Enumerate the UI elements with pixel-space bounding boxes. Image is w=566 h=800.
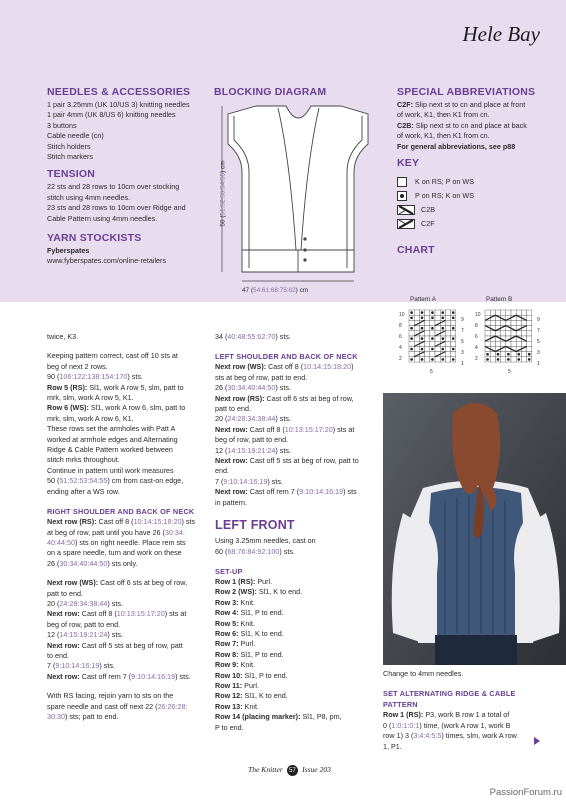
purl-dot bbox=[431, 337, 434, 340]
blocking-diagram bbox=[216, 100, 381, 300]
purl-dot bbox=[410, 358, 413, 361]
chart-cell bbox=[485, 331, 490, 336]
left-front-heading: LEFT FRONT bbox=[215, 518, 295, 533]
chart-cell bbox=[451, 331, 456, 336]
tension-line: stitch using 4mm needles. bbox=[47, 192, 131, 202]
purl-dot bbox=[507, 353, 510, 356]
chart-cell bbox=[435, 357, 440, 362]
chart-cell bbox=[414, 315, 419, 320]
chart-cell bbox=[495, 341, 500, 346]
key-item: K on RS; P on WS bbox=[397, 175, 557, 189]
purl-dot bbox=[410, 348, 413, 351]
chart-cell bbox=[430, 320, 435, 325]
chart-cell bbox=[425, 346, 430, 351]
abbrev-heading: SPECIAL ABBREVIATIONS bbox=[397, 86, 536, 98]
setup-row: Row 9: Knit. bbox=[215, 660, 255, 670]
tension-line: Cable Pattern using 4mm needles. bbox=[47, 213, 158, 223]
purl-dot bbox=[421, 327, 424, 330]
purl-dot bbox=[452, 327, 455, 330]
purl-dot bbox=[410, 317, 413, 320]
chart-cell bbox=[414, 357, 419, 362]
key-heading: KEY bbox=[397, 157, 420, 170]
knit-swatch-icon bbox=[397, 177, 407, 187]
chart-cell bbox=[516, 341, 521, 346]
chart-cell bbox=[425, 331, 430, 336]
chart-cell bbox=[485, 341, 490, 346]
chart-cell bbox=[506, 310, 511, 315]
purl-dot bbox=[421, 311, 424, 314]
chart-cell bbox=[445, 315, 450, 320]
purl-dot bbox=[452, 358, 455, 361]
purl-dot bbox=[497, 353, 500, 356]
chart-cell bbox=[435, 315, 440, 320]
chart-cell bbox=[516, 310, 521, 315]
general-abbrev: For general abbreviations, see p88 bbox=[397, 141, 516, 151]
chart-cell bbox=[409, 320, 414, 325]
needles-line: 1 pair 3.25mm (UK 10/US 3) knitting needles bbox=[47, 100, 190, 109]
model-photo bbox=[383, 393, 566, 665]
column-1: twice, K3. Keeping pattern correct, cast off 10 sts at beg of next 2 rows. 90 (106:122:138:154:170) sts. Row 5 (RS): Sl1, work A row 5, slm, patt to mrk, slm, work A row 5, K1. Row 6 (WS): Sl1, work A row 6, slm, patt to mrk, slm, work A row 6, K1. These rows set the armholes with Patt A worked at armhole edges and Alternating Ridge & Cable Pattern worked between stitch mrks throughout. Continue in pattern until work measures 50 (51:52:53:54:55) cm from cast-on edge, ending after a WS row. RIGHT SHOULDER AND BACK OF NECK Next row (RS): Cast off 8 (10:14:15:18:20) sts at beg of row, patt until you have 26 (30:34: 40:44:50) sts on right needle. Place rem sts on a spare needle, turn and work on these 26 (30:34:40:44:50) sts only. Next row (WS): Cast off 6 sts at beg of row, patt to end. 20 (24:28:34:38:44) sts. Next row: Cast off 8 (10:13:15:17:20) sts at beg of row, patt to end. 12 (14:15:19:21:24) sts. Next row: Cast off 5 sts at beg of row, patt to end. 7 (9:10:14:16:19) sts. Next row: Cast off rem 7 (9:10:14:16:19) sts. With RS facing, rejoin yarn to sts on the spare needle and cast off next 22 (26:26:28: 30:30) sts; patt to end. bbox=[47, 332, 212, 722]
chart-cell bbox=[501, 357, 506, 362]
watermark: PassionForum.ru bbox=[489, 787, 562, 798]
chart-cell bbox=[506, 320, 511, 325]
chart-cell bbox=[435, 336, 440, 341]
chart-cell bbox=[425, 336, 430, 341]
chart-cell bbox=[527, 310, 532, 315]
chart-cell bbox=[490, 331, 495, 336]
chart-cell bbox=[527, 315, 532, 320]
chart-cell bbox=[490, 341, 495, 346]
purl-dot bbox=[452, 317, 455, 320]
chart-cell bbox=[425, 326, 430, 331]
chart-cell bbox=[435, 310, 440, 315]
purl-dot bbox=[528, 353, 531, 356]
setup-row: Row 4: Sl1, P to end. bbox=[215, 608, 284, 618]
purl-dot bbox=[518, 358, 521, 361]
left-shoulder-heading: LEFT SHOULDER AND BACK OF NECK bbox=[215, 352, 358, 362]
chart-cell bbox=[527, 331, 532, 336]
chart-cell bbox=[501, 320, 506, 325]
purl-dot bbox=[421, 317, 424, 320]
column-2: 34 (40:48:55:62:70) sts. LEFT SHOULDER AND BACK OF NECK Next row (WS): Cast off 8 (10:14:15:18:20) sts at beg of row, patt to end. 26 (30:34:40:44:50) sts. Next row (RS): Cast off 6 sts at beg of row, patt to end. 20 (24:28:34:38:44) sts. Next row: Cast off 8 (10:13:15:17:20) sts at beg of row, patt to end. 12 (14:15:19:21:24) sts. Next row: Cast off 5 sts at beg of row, patt to end. 7 (9:10:14:16:19) sts. Next row: Cast off rem 7 (9:10:14:16:19) sts in pattern. LEFT FRONT Using 3.25mm needles, cast on 60 (68:76:84:92:100) sts. SET-UP Row 1 (RS): Purl. Row 2 (WS): Sl1, K to end. Row 3: Knit. Row 4: Sl1, P to end. Row 5: Knit. Row 6: Sl1, K to end. Row 7: Purl. Row 8: Sl1, P to end. Row 9: Knit. Row 10: Sl1, P to end. Row 11: Purl. Row 12: Sl1, K to end. Row 13: Knit. Row 14 (placing marker): Sl1, P8, pm, P to end. bbox=[215, 332, 380, 733]
button-dot bbox=[303, 258, 306, 261]
height-label: 50 (51:52:53:54:55) cm bbox=[219, 160, 227, 227]
purl-dot bbox=[497, 358, 500, 361]
chart-cell bbox=[409, 352, 414, 357]
chart-cell bbox=[425, 352, 430, 357]
yarn-url[interactable]: www.fyberspates.com/online-retailers bbox=[47, 256, 167, 266]
purl-dot bbox=[421, 358, 424, 361]
chart-cell bbox=[445, 357, 450, 362]
purl-dot bbox=[486, 358, 489, 361]
purl-dot bbox=[442, 317, 445, 320]
chart-cell bbox=[425, 310, 430, 315]
chart-cell bbox=[445, 331, 450, 336]
chart-cell bbox=[425, 315, 430, 320]
tension-heading: TENSION bbox=[47, 168, 96, 181]
setup-row: Row 1 (RS): Purl. bbox=[215, 576, 273, 586]
purl-dot bbox=[507, 358, 510, 361]
chart-cell bbox=[430, 341, 435, 346]
chart-cell bbox=[527, 336, 532, 341]
tension-line: 22 sts and 28 rows to 10cm over stocking bbox=[47, 182, 180, 192]
chart-cell bbox=[506, 331, 511, 336]
chart-cell bbox=[414, 336, 419, 341]
chart-cell bbox=[414, 346, 419, 351]
pattern-a-chart bbox=[408, 309, 458, 365]
chart-cell bbox=[445, 320, 450, 325]
pattern-b-chart bbox=[484, 309, 534, 365]
chart-cell bbox=[425, 341, 430, 346]
setup-row: Row 5: Knit. bbox=[215, 618, 255, 628]
chart-cell bbox=[521, 310, 526, 315]
purl-dot bbox=[431, 348, 434, 351]
chart-cell bbox=[451, 320, 456, 325]
page-number: 57 bbox=[287, 765, 298, 776]
right-shoulder-heading: RIGHT SHOULDER AND BACK OF NECK bbox=[47, 507, 195, 517]
setup-row: Row 2 (WS): Sl1, K to end. bbox=[215, 587, 303, 597]
chart-cell bbox=[521, 320, 526, 325]
button-dot bbox=[303, 248, 306, 251]
chart-cell bbox=[511, 352, 516, 357]
pattern-b-left-rows: 10 8 6 4 2 bbox=[475, 312, 481, 362]
key-item: P on RS; K on WS bbox=[397, 189, 557, 203]
setup-row: Row 13: Knit. bbox=[215, 701, 259, 711]
chart-cell bbox=[527, 326, 532, 331]
chart-cell bbox=[511, 331, 516, 336]
pattern-a-label: Pattern A bbox=[410, 296, 436, 303]
purl-dot bbox=[442, 348, 445, 351]
footer: The Knitter 57 Issue 203 bbox=[248, 765, 331, 774]
pattern-a-right-rows: 9 7 5 3 1 bbox=[461, 317, 464, 367]
c2b-swatch-icon bbox=[397, 205, 415, 215]
setup-row: Row 10: Sl1, P to end. bbox=[215, 670, 288, 680]
pattern-a-bottom: 5 bbox=[430, 369, 433, 375]
chart-cell bbox=[527, 346, 532, 351]
setup-row: Row 3: Knit. bbox=[215, 597, 255, 607]
key-item: C2B bbox=[397, 203, 557, 217]
purl-dot bbox=[442, 337, 445, 340]
pattern-b-label: Pattern B bbox=[486, 296, 513, 303]
setup-rows bbox=[215, 577, 380, 712]
chart-cell bbox=[511, 310, 516, 315]
chart-cell bbox=[445, 336, 450, 341]
setup-row: Row 7: Purl. bbox=[215, 639, 256, 649]
pattern-b-bottom: 5 bbox=[508, 369, 511, 375]
yarn-heading: YARN STOCKISTS bbox=[47, 232, 142, 245]
chart-cell bbox=[445, 352, 450, 357]
continue-arrow-icon bbox=[534, 737, 540, 745]
abbrev-section: SPECIAL ABBREVIATIONS C2F: Slip next st to cn and place at front of work, K1, then K1 from cn. C2B: Slip next st to cn and place at back of work, K1, then K1 from cn. For general abbreviations, see p88 KEY K on RS; P on WS P on RS; K on WS C2B C2F CHART bbox=[397, 86, 557, 258]
chart-cell bbox=[430, 352, 435, 357]
chart-cell bbox=[501, 331, 506, 336]
chart-cell bbox=[511, 341, 516, 346]
chart-cell bbox=[490, 320, 495, 325]
chart-cell bbox=[451, 341, 456, 346]
purl-dot bbox=[528, 358, 531, 361]
chart-cell bbox=[485, 310, 490, 315]
purl-dot bbox=[452, 348, 455, 351]
purl-dot bbox=[410, 337, 413, 340]
needles-heading: NEEDLES & ACCESSORIES bbox=[47, 86, 191, 98]
c2f-swatch-icon bbox=[397, 219, 415, 229]
setup-heading: SET-UP bbox=[215, 566, 243, 576]
purl-dot bbox=[410, 327, 413, 330]
page-title: Hele Bay bbox=[462, 22, 540, 46]
purl-dot bbox=[452, 337, 455, 340]
purl-dot bbox=[518, 353, 521, 356]
blocking-heading: BLOCKING DIAGRAM bbox=[214, 86, 327, 98]
chart-cell bbox=[490, 310, 495, 315]
chart-cell bbox=[521, 341, 526, 346]
purl-dot bbox=[431, 311, 434, 314]
chart-cell bbox=[451, 352, 456, 357]
purl-dot bbox=[431, 327, 434, 330]
chart-cell bbox=[521, 352, 526, 357]
purl-dot bbox=[452, 311, 455, 314]
purl-dot bbox=[431, 317, 434, 320]
purl-dot bbox=[421, 348, 424, 351]
chart-cell bbox=[435, 326, 440, 331]
chart-cell bbox=[516, 320, 521, 325]
chart-cell bbox=[501, 341, 506, 346]
chart-cell bbox=[490, 352, 495, 357]
purl-swatch-icon bbox=[397, 191, 407, 201]
chart-cell bbox=[501, 310, 506, 315]
chart-cell bbox=[511, 320, 516, 325]
button-dot bbox=[303, 237, 306, 240]
chart-cell bbox=[495, 310, 500, 315]
chart-cell bbox=[506, 341, 511, 346]
key-item: C2F bbox=[397, 217, 557, 231]
needles-line: 1 pair 4mm (UK 8/US 6) knitting needles bbox=[47, 110, 176, 120]
chart-cell bbox=[495, 320, 500, 325]
chart-cell bbox=[511, 357, 516, 362]
purl-dot bbox=[442, 327, 445, 330]
chart-cell bbox=[527, 320, 532, 325]
chart-cell bbox=[501, 352, 506, 357]
column-3: Change to 4mm needles. SET ALTERNATING RIDGE & CABLE PATTERN Row 1 (RS): P3, work B row 1 a total of 0 (1:0:1:0:1) time, (work A row 1, work B row 1) 3 (3:4:4:5:5) times, slm, work A row 1, P1. bbox=[383, 669, 543, 752]
chart-cell bbox=[445, 310, 450, 315]
purl-dot bbox=[410, 311, 413, 314]
chart-cell bbox=[521, 357, 526, 362]
chart-cell bbox=[445, 341, 450, 346]
needles-section bbox=[47, 86, 207, 267]
chart-cell bbox=[445, 346, 450, 351]
chart-heading: CHART bbox=[397, 244, 435, 257]
yarn-brand: Fyberspates bbox=[47, 246, 90, 256]
chart-cell bbox=[445, 326, 450, 331]
chart-cell bbox=[527, 341, 532, 346]
purl-dot bbox=[486, 353, 489, 356]
setup-row: Row 8: Sl1, P to end. bbox=[215, 649, 284, 659]
purl-dot bbox=[442, 358, 445, 361]
needles-line: 3 buttons bbox=[47, 120, 77, 130]
setup-row: Row 12: Sl1, K to end. bbox=[215, 691, 288, 701]
width-label: 47 (54:61:68:75:82) cm bbox=[242, 287, 309, 294]
chart-cell bbox=[414, 326, 419, 331]
chart-cell bbox=[425, 320, 430, 325]
blocking-section bbox=[214, 86, 384, 100]
purl-dot bbox=[421, 337, 424, 340]
tension-line: 23 sts and 28 rows to 10cm over Ridge and bbox=[47, 203, 186, 213]
chart-cell bbox=[485, 320, 490, 325]
purl-dot bbox=[442, 311, 445, 314]
chart-cell bbox=[516, 331, 521, 336]
chart-cell bbox=[414, 310, 419, 315]
pattern-b-right-rows: 9 7 5 3 1 bbox=[537, 317, 540, 367]
set-pattern-heading: SET ALTERNATING RIDGE & CABLE PATTERN bbox=[383, 689, 516, 710]
setup-row: Row 6: Sl1, K to end. bbox=[215, 628, 284, 638]
needles-line: Stitch markers bbox=[47, 152, 93, 162]
chart-cell bbox=[495, 331, 500, 336]
chart-cell bbox=[521, 331, 526, 336]
purl-dot bbox=[431, 358, 434, 361]
setup-row: Row 11: Purl. bbox=[215, 680, 259, 690]
chart-cell bbox=[430, 331, 435, 336]
needles-line: Stitch holders bbox=[47, 141, 91, 151]
chart-cell bbox=[409, 331, 414, 336]
chart-cell bbox=[409, 341, 414, 346]
chart-cell bbox=[435, 346, 440, 351]
chart-cell bbox=[490, 357, 495, 362]
pattern-a-left-rows: 10 8 6 4 2 bbox=[399, 312, 405, 362]
needles-line: Cable needle (cn) bbox=[47, 131, 104, 141]
chart-cell bbox=[425, 357, 430, 362]
